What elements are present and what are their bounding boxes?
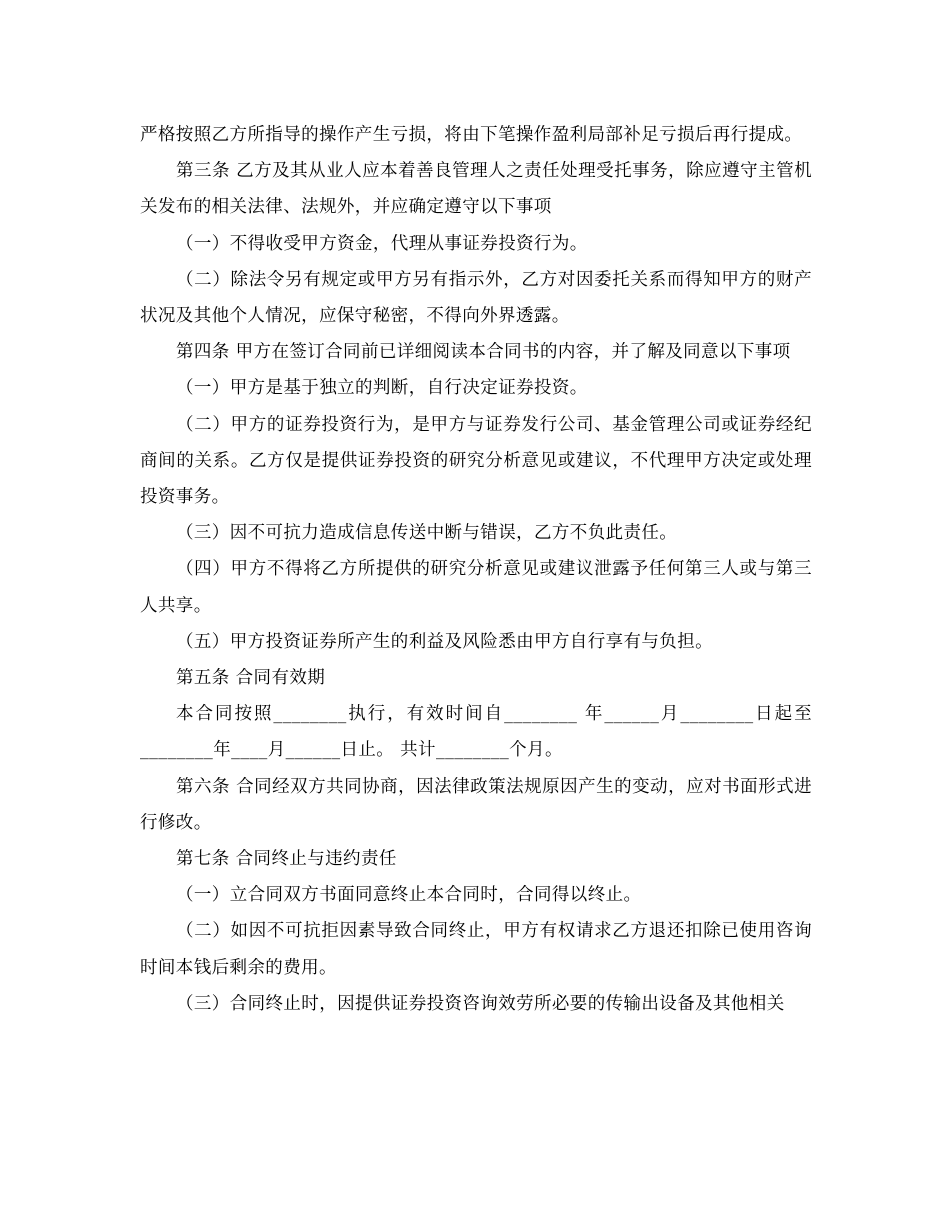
article-four-item-four: （四）甲方不得将乙方所提供的研究分析意见或建议泄露予任何第三人或与第三人共享。 <box>140 559 812 616</box>
article-five-heading: 第五条 合同有效期 <box>176 668 326 689</box>
article-seven-heading: 第七条 合同终止与违约责任 <box>176 849 397 870</box>
article-seven-item-three: （三）合同终止时，因提供证券投资咨询效劳所必要的传输出设备及其他相关 <box>176 993 785 1014</box>
article-four-item-five: （五）甲方投资证券所产生的利益及风险悉由甲方自行享有与负担。 <box>176 631 713 652</box>
article-five-term: 本合同按照________执行，有效时间自________ 年______月________日起至________年____月______日止。 共计________个月。 <box>140 704 812 761</box>
article-four-item-three: （三）因不可抗力造成信息传送中断与错误，乙方不负此责任。 <box>176 523 678 544</box>
document-body <box>140 117 812 1022</box>
article-four-item-two: （二）甲方的证券投资行为，是甲方与证券发行公司、基金管理公司或证券经纪商间的关系。乙方仅是提供证券投资的研究分析意见或建议，不代理甲方决定或处理投资事务。 <box>140 414 812 508</box>
article-four: 第四条 甲方在签订合同前已详细阅读本合同书的内容，并了解及同意以下事项 <box>176 342 791 363</box>
paragraph-continuation: 严格按照乙方所指导的操作产生亏损，将由下笔操作盈利局部补足亏损后再行提成。 <box>140 125 803 145</box>
article-four-item-one: （一）甲方是基于独立的判断，自行决定证券投资。 <box>176 378 588 399</box>
article-three-item-two: （二）除法令另有规定或甲方另有指示外，乙方对因委托关系而得知甲方的财产状况及其他个人情况，应保守秘密，不得向外界透露。 <box>140 269 812 327</box>
article-seven-item-one: （一）立合同双方书面同意终止本合同时，合同得以终止。 <box>176 885 642 906</box>
article-seven-item-two: （二）如因不可抗拒因素导致合同终止，甲方有权请求乙方退还扣除已使用咨询时间本钱后剩余的费用。 <box>140 921 812 978</box>
article-six: 第六条 合同经双方共同协商，因法律政策法规原因产生的变动，应对书面形式进行修改。 <box>140 776 812 833</box>
article-three-item-one: （一）不得收受甲方资金，代理从事证券投资行为。 <box>176 233 588 254</box>
article-three: 第三条 乙方及其从业人应本着善良管理人之责任处理受托事务，除应遵守主管机关发布的相关法律、法规外，并应确定遵守以下事项 <box>140 161 812 218</box>
